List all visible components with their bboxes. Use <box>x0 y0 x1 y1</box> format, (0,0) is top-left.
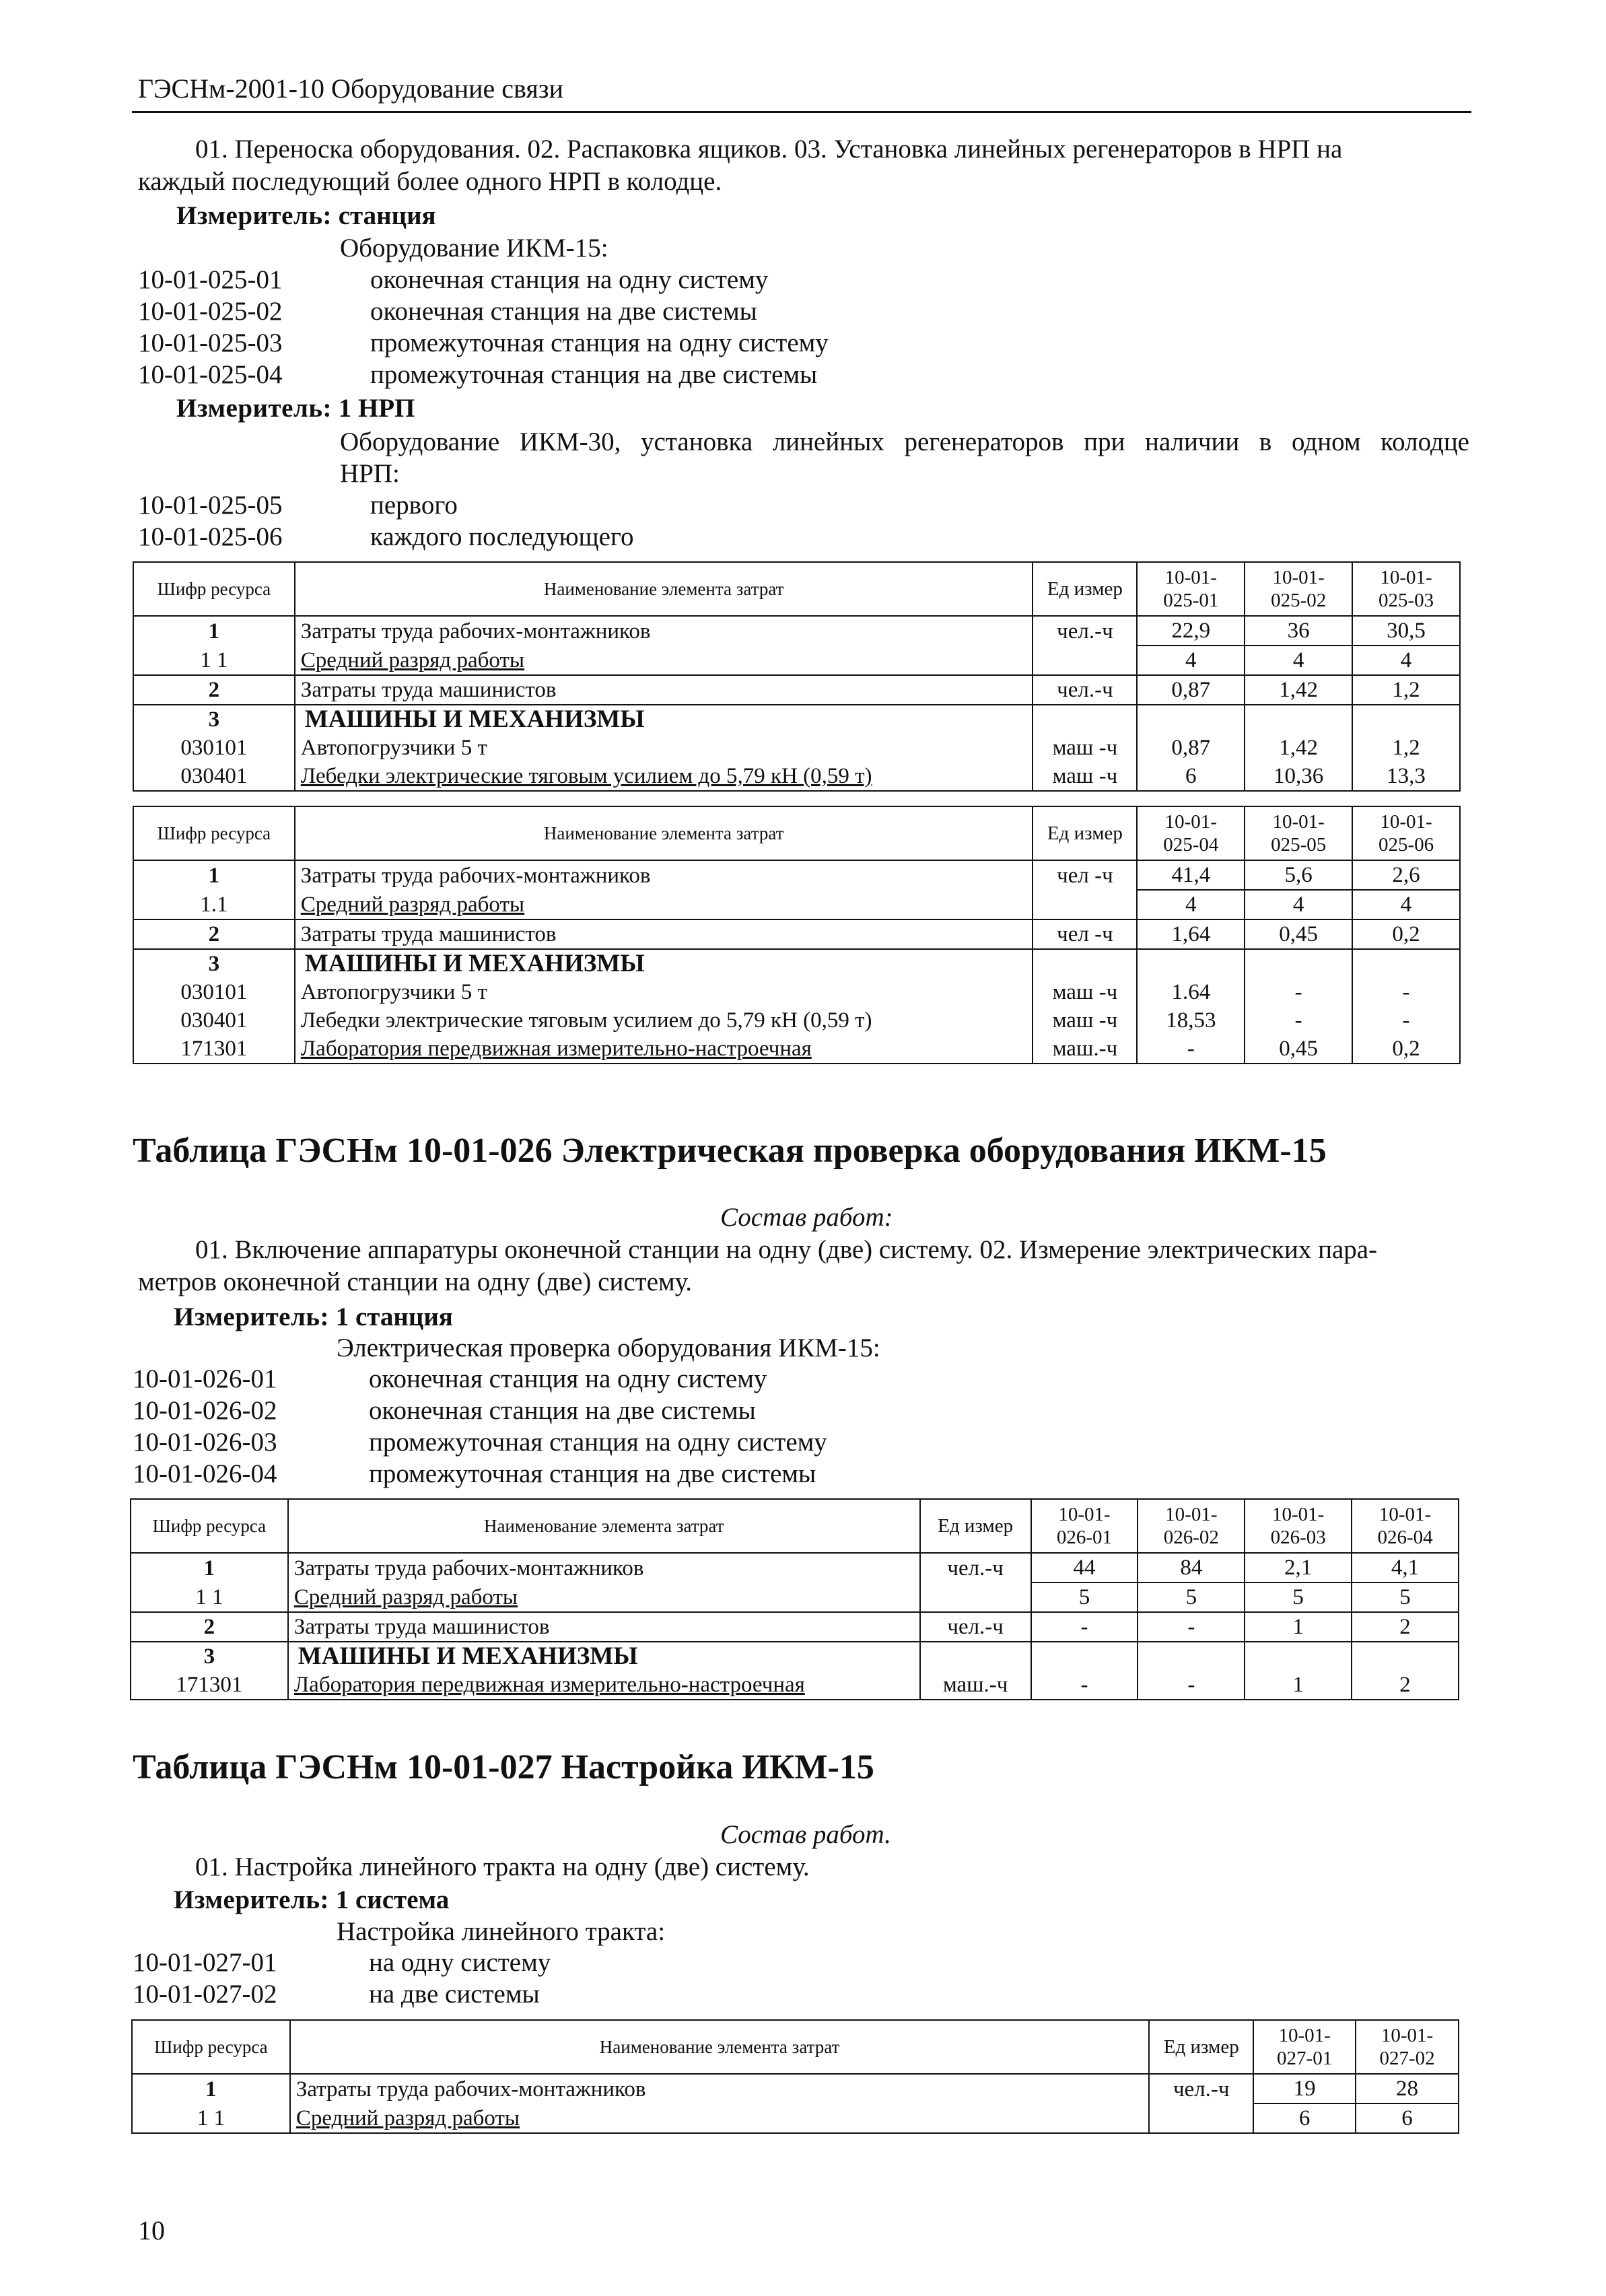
resource-code: 1 <box>133 860 295 890</box>
resource-value: 36 <box>1245 616 1352 646</box>
resource-code: 171301 <box>133 1035 295 1064</box>
resource-value: 1,2 <box>1352 734 1460 762</box>
resource-name: Средний разряд работы <box>295 2106 520 2130</box>
table-row <box>133 919 1460 949</box>
section-title-027: Таблица ГЭСНм 10-01-027 Настройка ИКМ-15 <box>133 1748 874 1786</box>
resource-value: 28 <box>1356 2074 1459 2103</box>
resource-value: - <box>1352 1006 1460 1035</box>
meter-value: 1 система <box>335 1885 450 1914</box>
code-10-01-025-02: 10-01-025-02 <box>138 297 283 326</box>
item-10-01-026-04: промежуточная станция на две системы <box>369 1459 816 1488</box>
col-header-name: Наименование элемента затрат <box>288 1499 920 1553</box>
resource-value: 41,4 <box>1137 860 1245 890</box>
resource-value: 1,2 <box>1352 675 1460 705</box>
resource-value: 1,42 <box>1245 675 1352 705</box>
group-heading-026: Электрическая проверка оборудования ИКМ-15: <box>337 1333 880 1362</box>
table-row <box>133 762 1460 791</box>
table-row <box>133 734 1460 762</box>
table-row <box>131 1671 1459 1700</box>
table-row <box>133 949 1460 978</box>
group-heading-025-2-line1: Оборудование ИКМ-30, установка линейных регенераторов при наличии в одном колодце <box>340 427 1469 456</box>
table-row <box>131 1642 1459 1671</box>
resource-value: 44 <box>1031 1553 1138 1582</box>
item-10-01-027-02: на две системы <box>369 1980 540 2009</box>
section-title-026: Таблица ГЭСНм 10-01-026 Электрическая проверка оборудования ИКМ-15 <box>133 1132 1327 1170</box>
meter-025-1 <box>176 201 436 231</box>
col-header-norm: 10-01- 026-02 <box>1138 1499 1245 1553</box>
resource-value: 5,6 <box>1245 860 1352 890</box>
resource-unit <box>1033 646 1137 675</box>
table-row <box>131 1582 1459 1612</box>
resource-value: - <box>1138 1612 1245 1642</box>
composition-heading-026: Состав работ: <box>720 1203 893 1232</box>
col-header-unit: Ед измер <box>1033 562 1137 616</box>
item-10-01-026-03: промежуточная станция на одну систему <box>369 1428 827 1457</box>
resource-value: 6 <box>1356 2103 1459 2133</box>
resource-name: Затраты труда рабочих-монтажников <box>295 860 1033 890</box>
resource-name: МАШИНЫ И МЕХАНИЗМЫ <box>288 1642 920 1671</box>
meter-026 <box>174 1302 453 1332</box>
resource-value: 4 <box>1352 646 1460 675</box>
table-row <box>133 705 1460 734</box>
meter-label: Измеритель: <box>176 394 332 423</box>
resource-value: 5 <box>1031 1582 1138 1612</box>
resource-value: 0,87 <box>1137 734 1245 762</box>
resource-name: Средний разряд работы <box>300 892 525 917</box>
table-row <box>133 860 1460 890</box>
col-header-norm: 10-01- 025-04 <box>1137 806 1245 860</box>
col-header-norm: 10-01- 026-03 <box>1245 1499 1352 1553</box>
resource-code: 1 <box>131 1553 288 1582</box>
resource-value: 4 <box>1245 646 1352 675</box>
col-header-norm: 10-01- 027-02 <box>1356 2020 1459 2074</box>
col-header-code: Шифр ресурса <box>133 562 295 616</box>
resource-value <box>1137 705 1245 734</box>
resource-value: 0,2 <box>1352 1035 1460 1064</box>
resource-unit: чел -ч <box>1033 919 1137 949</box>
resource-unit: маш -ч <box>1033 734 1137 762</box>
meter-label: Измеритель: <box>176 201 332 230</box>
col-header-code: Шифр ресурса <box>131 1499 288 1553</box>
resource-value: 1,64 <box>1137 919 1245 949</box>
resource-value: 0,87 <box>1137 675 1245 705</box>
resource-name: Автопогрузчики 5 т <box>295 978 1033 1006</box>
composition-025-line1: 01. Переноска оборудования. 02. Распаковка ящиков. 03. Установка линейных регенераторов в НРП на <box>195 135 1343 164</box>
col-header-code: Шифр ресурса <box>132 2020 290 2074</box>
page-number: 10 <box>138 2215 165 2246</box>
resource-name: Лаборатория передвижная измерительно-настроечная <box>300 1037 812 1061</box>
resource-value: - <box>1245 1006 1352 1035</box>
resource-code: 030401 <box>133 762 295 791</box>
col-header-unit: Ед измер <box>920 1499 1031 1553</box>
code-10-01-026-04: 10-01-026-04 <box>133 1459 277 1488</box>
resource-value: 10,36 <box>1245 762 1352 791</box>
resource-value: 1 <box>1245 1612 1352 1642</box>
resource-value: 4 <box>1137 890 1245 919</box>
resource-table-027 <box>131 2019 1459 2134</box>
resource-table-026 <box>130 1498 1459 1700</box>
resource-name: МАШИНЫ И МЕХАНИЗМЫ <box>295 949 1033 978</box>
resource-unit: чел.-ч <box>920 1553 1031 1582</box>
col-header-name: Наименование элемента затрат <box>290 2020 1149 2074</box>
meter-value: 1 НРП <box>338 394 415 423</box>
code-10-01-026-03: 10-01-026-03 <box>133 1428 277 1457</box>
table-row <box>131 1553 1459 1582</box>
table-row <box>133 675 1460 705</box>
resource-value: 22,9 <box>1137 616 1245 646</box>
col-header-name: Наименование элемента затрат <box>295 806 1033 860</box>
resource-value: 1 <box>1245 1671 1352 1700</box>
resource-value: 4 <box>1137 646 1245 675</box>
col-header-norm: 10-01- 025-01 <box>1137 562 1245 616</box>
resource-table-025-b <box>133 806 1461 1064</box>
resource-table-025-a <box>133 561 1461 792</box>
resource-value: 4 <box>1352 890 1460 919</box>
code-10-01-025-05: 10-01-025-05 <box>138 491 283 520</box>
table-row <box>131 1612 1459 1642</box>
composition-heading-027: Состав работ. <box>720 1820 891 1849</box>
resource-unit <box>920 1642 1031 1671</box>
resource-value: 6 <box>1137 762 1245 791</box>
resource-value: 1.64 <box>1137 978 1245 1006</box>
resource-unit <box>1033 949 1137 978</box>
resource-code: 3 <box>133 949 295 978</box>
resource-value: 4 <box>1245 890 1352 919</box>
meter-027 <box>174 1885 449 1915</box>
resource-code: 1 <box>133 616 295 646</box>
item-10-01-025-05: первого <box>370 491 458 520</box>
resource-code: 3 <box>131 1642 288 1671</box>
group-heading-025-1: Оборудование ИКМ-15: <box>340 234 608 263</box>
resource-code: 030101 <box>133 734 295 762</box>
table-row <box>133 890 1460 919</box>
item-10-01-025-01: оконечная станция на одну систему <box>370 265 769 294</box>
table-row <box>133 1035 1460 1064</box>
resource-value: 18,53 <box>1137 1006 1245 1035</box>
resource-value: - <box>1138 1671 1245 1700</box>
code-10-01-026-02: 10-01-026-02 <box>133 1396 277 1425</box>
resource-value: - <box>1031 1671 1138 1700</box>
resource-value: 2 <box>1352 1612 1459 1642</box>
resource-unit: чел -ч <box>1033 860 1137 890</box>
resource-value: - <box>1352 978 1460 1006</box>
resource-unit: маш.-ч <box>920 1671 1031 1700</box>
table-row <box>132 2103 1459 2133</box>
resource-value <box>1245 705 1352 734</box>
composition-027-line1: 01. Настройка линейного тракта на одну (две) систему. <box>195 1852 810 1881</box>
table-row <box>133 1006 1460 1035</box>
col-header-name: Наименование элемента затрат <box>295 562 1033 616</box>
running-header: ГЭСНм-2001-10 Оборудование связи <box>138 73 563 104</box>
resource-name: Средний разряд работы <box>300 648 525 672</box>
group-heading-027: Настройка линейного тракта: <box>337 1917 666 1946</box>
meter-label: Измеритель: <box>174 1885 329 1914</box>
col-header-norm: 10-01- 026-04 <box>1352 1499 1459 1553</box>
resource-value: 1,42 <box>1245 734 1352 762</box>
resource-value: - <box>1137 1035 1245 1064</box>
composition-026-line2: метров оконечной станции на одну (две) систему. <box>138 1267 693 1296</box>
meter-025-2 <box>176 393 415 423</box>
resource-value: 6 <box>1253 2103 1356 2133</box>
resource-value: 2,6 <box>1352 860 1460 890</box>
resource-value: 0,2 <box>1352 919 1460 949</box>
resource-name: Затраты труда машинистов <box>295 675 1033 705</box>
resource-unit <box>1033 705 1137 734</box>
item-10-01-026-01: оконечная станция на одну систему <box>369 1364 767 1393</box>
resource-name: Затраты труда рабочих-монтажников <box>295 616 1033 646</box>
col-header-norm: 10-01- 027-01 <box>1253 2020 1356 2074</box>
resource-value: 2 <box>1352 1671 1459 1700</box>
code-10-01-027-02: 10-01-027-02 <box>133 1980 277 2009</box>
resource-unit: чел.-ч <box>1033 675 1137 705</box>
resource-unit: маш.-ч <box>1033 1035 1137 1064</box>
resource-name: Затраты труда машинистов <box>295 919 1033 949</box>
resource-name: Затраты труда рабочих-монтажников <box>290 2074 1149 2103</box>
resource-code: 171301 <box>131 1671 288 1700</box>
composition-026-line1: 01. Включение аппаратуры оконечной станции на одну (две) систему. 02. Измерение электрических пара- <box>195 1235 1378 1264</box>
resource-name: Автопогрузчики 5 т <box>295 734 1033 762</box>
table-row <box>133 978 1460 1006</box>
resource-value: 2,1 <box>1245 1553 1352 1582</box>
resource-code: 030401 <box>133 1006 295 1035</box>
resource-value <box>1352 949 1460 978</box>
resource-value: 5 <box>1352 1582 1459 1612</box>
item-10-01-025-06: каждого последующего <box>370 522 634 551</box>
code-10-01-025-01: 10-01-025-01 <box>138 265 283 294</box>
resource-value: 5 <box>1245 1582 1352 1612</box>
col-header-norm: 10-01- 026-01 <box>1031 1499 1138 1553</box>
resource-value: 4,1 <box>1352 1553 1459 1582</box>
resource-code: 2 <box>131 1612 288 1642</box>
resource-value <box>1245 949 1352 978</box>
resource-unit: маш -ч <box>1033 1006 1137 1035</box>
resource-value: 84 <box>1138 1553 1245 1582</box>
table-row <box>133 616 1460 646</box>
header-rule <box>132 111 1471 113</box>
code-10-01-027-01: 10-01-027-01 <box>133 1948 277 1977</box>
meter-label: Измеритель: <box>174 1302 329 1331</box>
col-header-norm: 10-01- 025-03 <box>1352 562 1460 616</box>
resource-code: 030101 <box>133 978 295 1006</box>
group-heading-025-2-line2: НРП: <box>340 459 400 488</box>
composition-025-line2: каждый последующий более одного НРП в колодце. <box>138 167 722 196</box>
code-10-01-026-01: 10-01-026-01 <box>133 1364 277 1393</box>
meter-value: станция <box>338 201 436 230</box>
resource-code: 1 1 <box>133 646 295 675</box>
resource-unit: маш -ч <box>1033 762 1137 791</box>
col-header-norm: 10-01- 025-02 <box>1245 562 1352 616</box>
table-row <box>133 646 1460 675</box>
resource-value <box>1138 1642 1245 1671</box>
resource-code: 1 1 <box>131 1582 288 1612</box>
resource-value <box>1245 1642 1352 1671</box>
resource-name: Лаборатория передвижная измерительно-настроечная <box>293 1673 805 1697</box>
resource-value: 19 <box>1253 2074 1356 2103</box>
resource-code: 2 <box>133 919 295 949</box>
col-header-unit: Ед измер <box>1033 806 1137 860</box>
resource-value: 0,45 <box>1245 919 1352 949</box>
resource-value <box>1352 705 1460 734</box>
resource-unit: чел.-ч <box>1033 616 1137 646</box>
item-10-01-025-04: промежуточная станция на две системы <box>370 360 818 389</box>
col-header-norm: 10-01- 025-05 <box>1245 806 1352 860</box>
code-10-01-025-03: 10-01-025-03 <box>138 328 283 357</box>
resource-code: 3 <box>133 705 295 734</box>
resource-value: 0,45 <box>1245 1035 1352 1064</box>
resource-value <box>1352 1642 1459 1671</box>
resource-unit: чел.-ч <box>1149 2074 1253 2103</box>
resource-name: Лебедки электрические тяговым усилием до 5,79 кН (0,59 т) <box>300 764 872 788</box>
resource-name: Затраты труда машинистов <box>288 1612 920 1642</box>
resource-value: - <box>1245 978 1352 1006</box>
code-10-01-025-06: 10-01-025-06 <box>138 522 283 551</box>
resource-value: - <box>1031 1612 1138 1642</box>
col-header-unit: Ед измер <box>1149 2020 1253 2074</box>
resource-code: 1 <box>132 2074 290 2103</box>
resource-value: 30,5 <box>1352 616 1460 646</box>
item-10-01-025-03: промежуточная станция на одну систему <box>370 328 829 357</box>
table-row <box>132 2074 1459 2103</box>
resource-unit <box>920 1582 1031 1612</box>
resource-name: МАШИНЫ И МЕХАНИЗМЫ <box>295 705 1033 734</box>
resource-unit: маш -ч <box>1033 978 1137 1006</box>
resource-unit <box>1149 2103 1253 2133</box>
resource-unit: чел.-ч <box>920 1612 1031 1642</box>
resource-code: 1.1 <box>133 890 295 919</box>
resource-code: 2 <box>133 675 295 705</box>
resource-value: 13,3 <box>1352 762 1460 791</box>
resource-name: Лебедки электрические тяговым усилием до 5,79 кН (0,59 т) <box>295 1006 1033 1035</box>
code-10-01-025-04: 10-01-025-04 <box>138 360 283 389</box>
resource-unit <box>1033 890 1137 919</box>
col-header-code: Шифр ресурса <box>133 806 295 860</box>
item-10-01-025-02: оконечная станция на две системы <box>370 297 757 326</box>
item-10-01-027-01: на одну систему <box>369 1948 551 1977</box>
resource-value <box>1031 1642 1138 1671</box>
resource-code: 1 1 <box>132 2103 290 2133</box>
resource-name: Затраты труда рабочих-монтажников <box>288 1553 920 1582</box>
item-10-01-026-02: оконечная станция на две системы <box>369 1396 756 1425</box>
resource-name: Средний разряд работы <box>293 1585 518 1609</box>
resource-value: 5 <box>1138 1582 1245 1612</box>
meter-value: 1 станция <box>335 1302 453 1331</box>
col-header-norm: 10-01- 025-06 <box>1352 806 1460 860</box>
resource-value <box>1137 949 1245 978</box>
